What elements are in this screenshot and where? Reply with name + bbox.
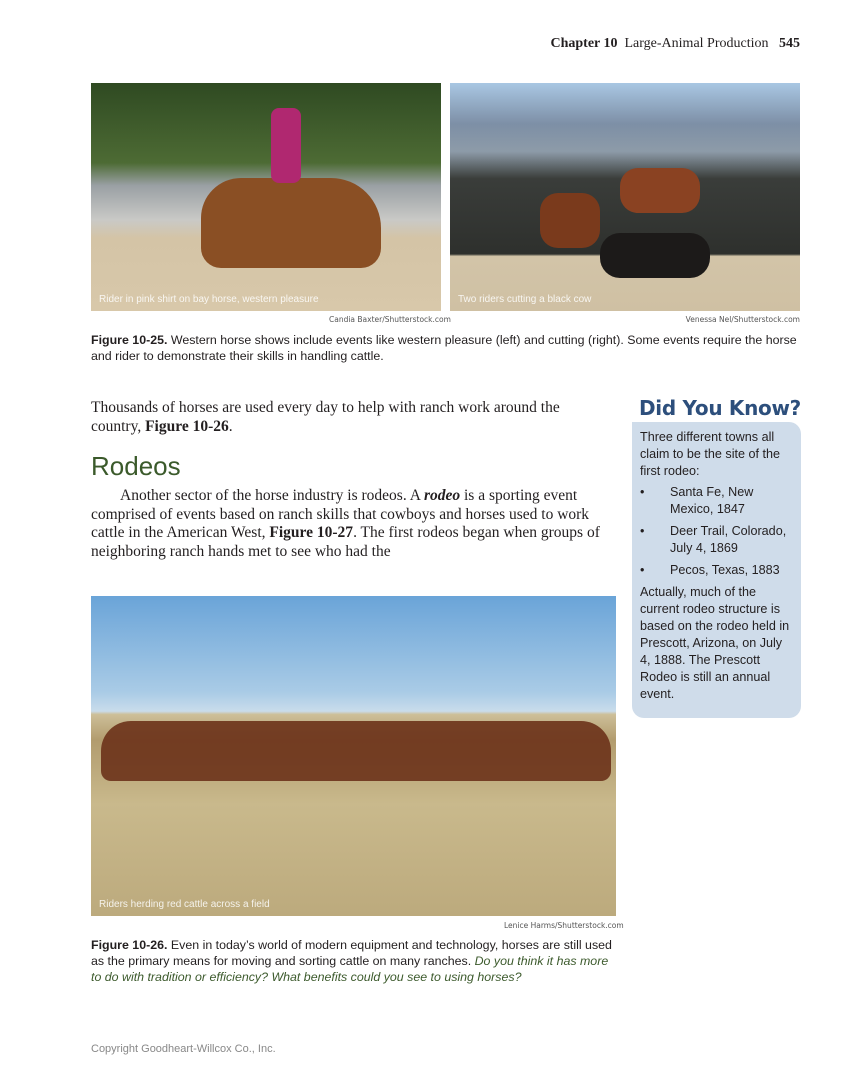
did-you-know-title: Did You Know? bbox=[639, 396, 801, 420]
list-item: • Santa Fe, New Mexico, 1847 bbox=[640, 484, 793, 518]
first-rodeo-list bbox=[640, 484, 793, 579]
list-item: • Pecos, Texas, 1883 bbox=[640, 562, 793, 579]
photo-cattle-herding: Riders herding red cattle across a field bbox=[91, 596, 616, 916]
section-heading: Rodeos bbox=[91, 451, 181, 481]
page-number: 545 bbox=[779, 36, 800, 51]
figure-caption: Figure 10-25. Western horse shows include events like western pleasure (left) and cutting (right). Some events require the horse and rider to demonstrate their skills in handling cattle. bbox=[91, 333, 797, 363]
rodeo-paragraph: Another sector of the horse industry is rodeos. A rodeo is a sporting event comprised of events based on ranch skills that cowboys and horses used to work cattle in the American West, Figure 10-27. The first rodeos began when groups of neighboring ranch hands met to see who had the bbox=[91, 487, 600, 560]
photo-credit: Venessa Nel/Shutterstock.com bbox=[685, 315, 800, 324]
did-you-know-box: Three different towns all claim to be the site of the first rodeo: • Santa Fe, New Mexico, 1847 • Deer Trail, Colorado, July 4, 1869 • Pecos, Texas, 1883 Actually, much of the current rodeo structure is based on the rodeo held in Prescott, Arizona, on July 4, 1888. The Prescott Rodeo is still an annual event. bbox=[632, 422, 801, 718]
figure-caption: Figure 10-26. Even in today’s world of modern equipment and technology, horses are still used as the primary means for moving and sorting cattle on many ranches. Do you think it has more to do with tradition or efficiency? What benefits could you see to using horses? bbox=[91, 938, 612, 984]
photo-western-pleasure: Rider in pink shirt on bay horse, western pleasure bbox=[91, 83, 441, 311]
list-item: • Deer Trail, Colorado, July 4, 1869 bbox=[640, 523, 793, 557]
photo-cutting: Two riders cutting a black cow bbox=[450, 83, 800, 311]
intro-paragraph: Thousands of horses are used every day to help with ranch work around the country, Figure 10-26. bbox=[91, 399, 560, 435]
photo-credit: Lenice Harms/Shutterstock.com bbox=[504, 921, 624, 930]
photo-credit: Candia Baxter/Shutterstock.com bbox=[329, 315, 451, 324]
copyright-footer: Copyright Goodheart-Willcox Co., Inc. bbox=[91, 1043, 276, 1055]
running-header: Chapter 10 Large-Animal Production 545 bbox=[550, 36, 800, 51]
